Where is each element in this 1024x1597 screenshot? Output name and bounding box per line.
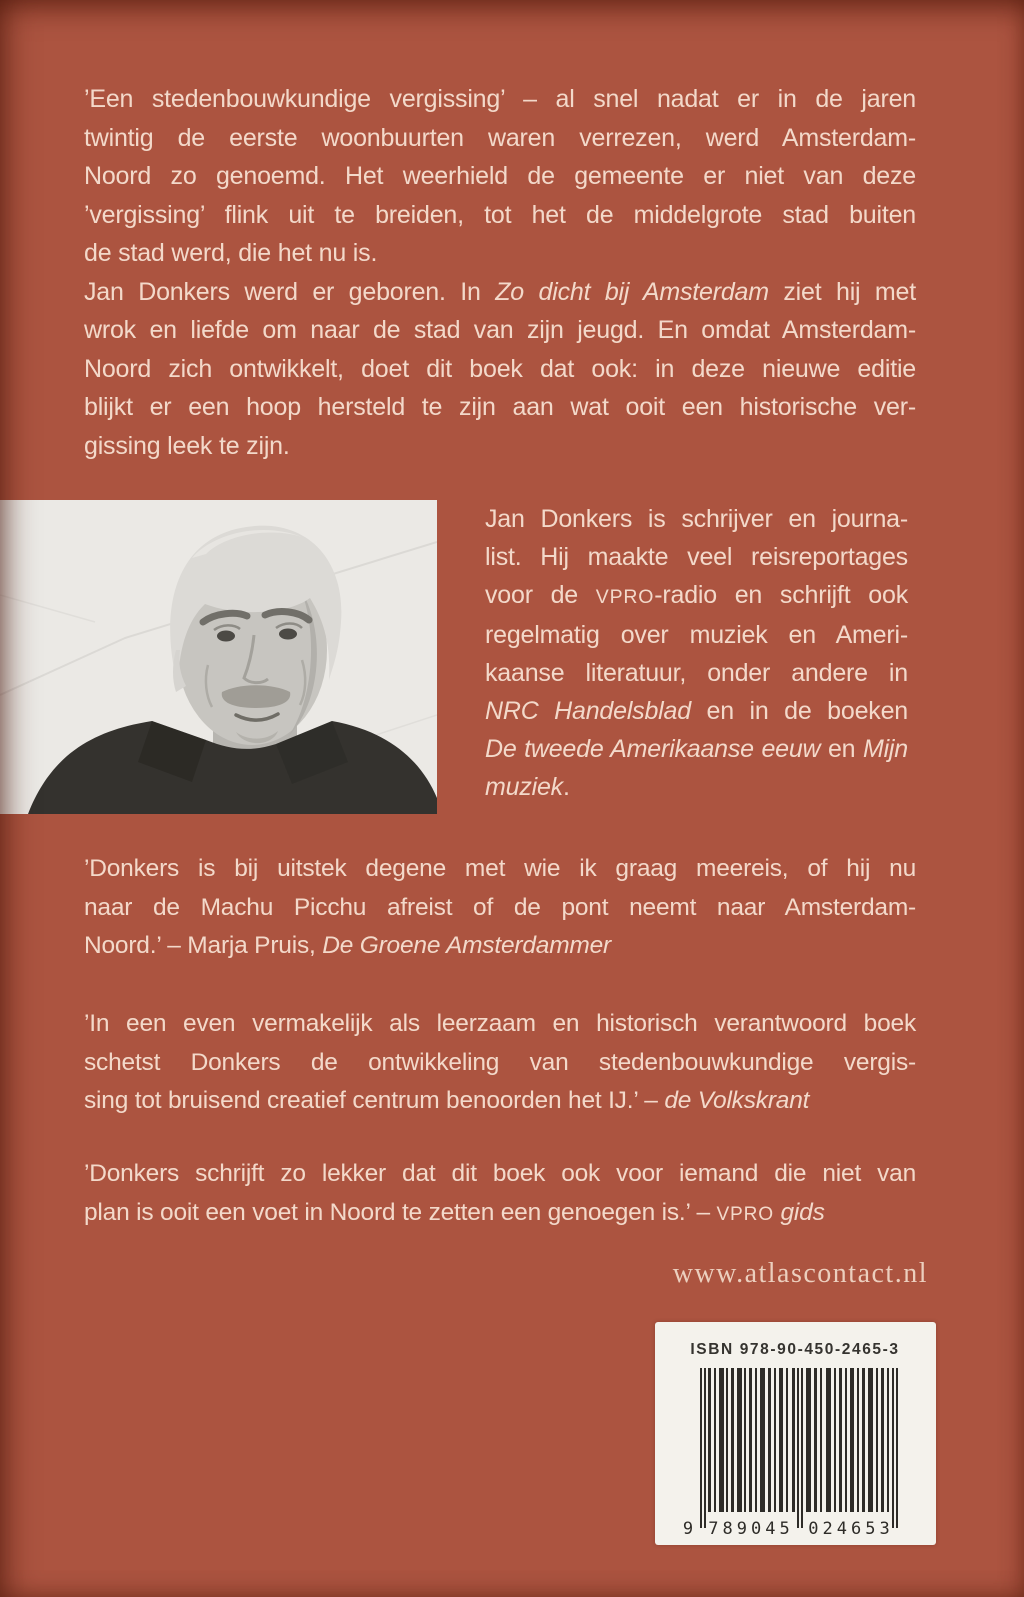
- text-line: [84, 1155, 916, 1194]
- barcode-digits: [683, 1519, 894, 1539]
- text-segment: ’Donkers is bij uitstek degene met wie ik graag meereis, of hij nu: [84, 855, 916, 882]
- text-line: [485, 692, 908, 730]
- text-segment: schetst Donkers de ontwikkeling van stedenbouwkundige vergis-: [84, 1048, 916, 1076]
- text-line: [485, 616, 908, 654]
- text-line: [84, 850, 916, 889]
- paragraph-new-edition: [84, 273, 916, 466]
- text-segment: Jan Donkers is schrijver en journa-: [485, 505, 908, 533]
- text-segment: gids: [773, 1198, 825, 1226]
- text-segment: muziek: [485, 773, 563, 801]
- author-portrait-illustration: [0, 500, 437, 814]
- text-segment: de Volkskrant: [664, 1087, 810, 1114]
- text-line: [84, 157, 916, 196]
- text-line: [84, 889, 916, 928]
- text-segment: en in de boeken: [690, 697, 908, 725]
- text-line: [485, 500, 908, 538]
- text-segment: Noord zo genoemd. Het weerhield de gemeente er niet van deze: [84, 162, 916, 190]
- text-segment: -radio en schrijft ook: [654, 581, 909, 609]
- text-line: [485, 654, 908, 692]
- text-line: [84, 273, 916, 312]
- quote-vpro-gids: [84, 1155, 916, 1234]
- text-segment: Zo dicht bij Amsterdam: [495, 277, 769, 306]
- text-segment: wrok en liefde om naar de stad van zijn jeugd. En omdat Amsterdam-: [84, 316, 916, 344]
- text-segment: VPRO: [716, 1203, 774, 1225]
- text-segment: ’Donkers schrijft zo lekker dat dit boek ook voor iemand die niet van: [84, 1160, 916, 1187]
- text-segment: de stad werd, die het nu is.: [84, 239, 378, 267]
- text-line: [84, 1044, 916, 1083]
- quote-volkskrant: [84, 1005, 916, 1121]
- text-segment: regelmatig over muziek en Ameri-: [485, 621, 908, 649]
- text-line: [84, 234, 916, 273]
- text-segment: ziet hij met: [768, 277, 916, 306]
- quote-marja-pruis: [84, 850, 916, 966]
- text-segment: gissing leek te zijn.: [84, 431, 290, 460]
- text-line: [84, 196, 916, 235]
- text-line: [485, 538, 908, 576]
- text-line: [84, 350, 916, 389]
- text-segment: VPRO: [595, 586, 655, 608]
- publisher-website: www.atlascontact.nl: [672, 1258, 928, 1289]
- text-line: [84, 311, 916, 350]
- text-segment: De Groene Amsterdammer: [322, 932, 612, 959]
- text-line: [84, 927, 916, 966]
- barcode-stripes: [700, 1368, 898, 1528]
- barcode: [655, 1322, 936, 1545]
- text-line: [84, 1194, 916, 1235]
- text-segment: .: [563, 773, 570, 801]
- text-line: [485, 730, 908, 768]
- text-line: [84, 1005, 916, 1044]
- text-segment: ’In een even vermakelijk als leerzaam en historisch verantwoord boek: [84, 1010, 916, 1037]
- text-line: [84, 119, 916, 158]
- text-segment: blijkt er een hoop hersteld te zijn aan wat ooit een historische ver-: [84, 393, 916, 421]
- text-segment: sing tot bruisend creatief centrum benoorden het IJ.’ –: [84, 1087, 665, 1114]
- author-bio: [485, 500, 908, 806]
- text-segment: Jan Donkers werd er geboren. In: [84, 277, 496, 306]
- text-segment: twintig de eerste woonbuurten waren verrezen, werd Amsterdam-: [84, 123, 916, 152]
- isbn-label: ISBN 978-90-450-2465-3: [690, 1341, 900, 1358]
- digit-group-1: 789045: [708, 1519, 794, 1539]
- text-segment: en: [820, 735, 863, 763]
- digit-prefix: 9: [682, 1519, 694, 1539]
- text-segment: naar de Machu Picchu afreist of de pont neemt naar Amsterdam-: [84, 893, 916, 921]
- text-line: [84, 427, 916, 466]
- text-segment: kaanse literatuur, onder andere in: [485, 659, 908, 687]
- text-segment: ’vergissing’ flink uit te breiden, tot het de middelgrote stad buiten: [84, 200, 916, 229]
- text-line: [84, 80, 916, 119]
- text-segment: Mijn: [862, 735, 908, 763]
- digit-group-2: 024653: [808, 1519, 894, 1539]
- text-line: [485, 768, 908, 806]
- author-photo: [0, 500, 437, 814]
- text-segment: plan is ooit een voet in Noord te zetten een genoegen is.’ –: [84, 1198, 717, 1226]
- text-line: [485, 576, 908, 616]
- text-line: [84, 1082, 916, 1121]
- text-segment: ’Een stedenbouwkundige vergissing’ – al snel nadat er in de jaren: [84, 85, 916, 113]
- text-segment: Noord.’ – Marja Pruis,: [84, 932, 323, 959]
- text-segment: Noord zich ontwikkelt, doet dit boek dat ook: in deze nieuwe editie: [84, 354, 916, 383]
- barcode-bars: [655, 1322, 936, 1545]
- text-segment: NRC Handelsblad: [485, 697, 691, 725]
- text-segment: voor de: [485, 581, 596, 609]
- paragraph-intro: [84, 80, 916, 273]
- blurb-section: [84, 80, 916, 465]
- text-segment: De tweede Amerikaanse eeuw: [485, 735, 821, 763]
- text-segment: list. Hij maakte veel reisreportages: [485, 543, 908, 571]
- text-line: [84, 388, 916, 427]
